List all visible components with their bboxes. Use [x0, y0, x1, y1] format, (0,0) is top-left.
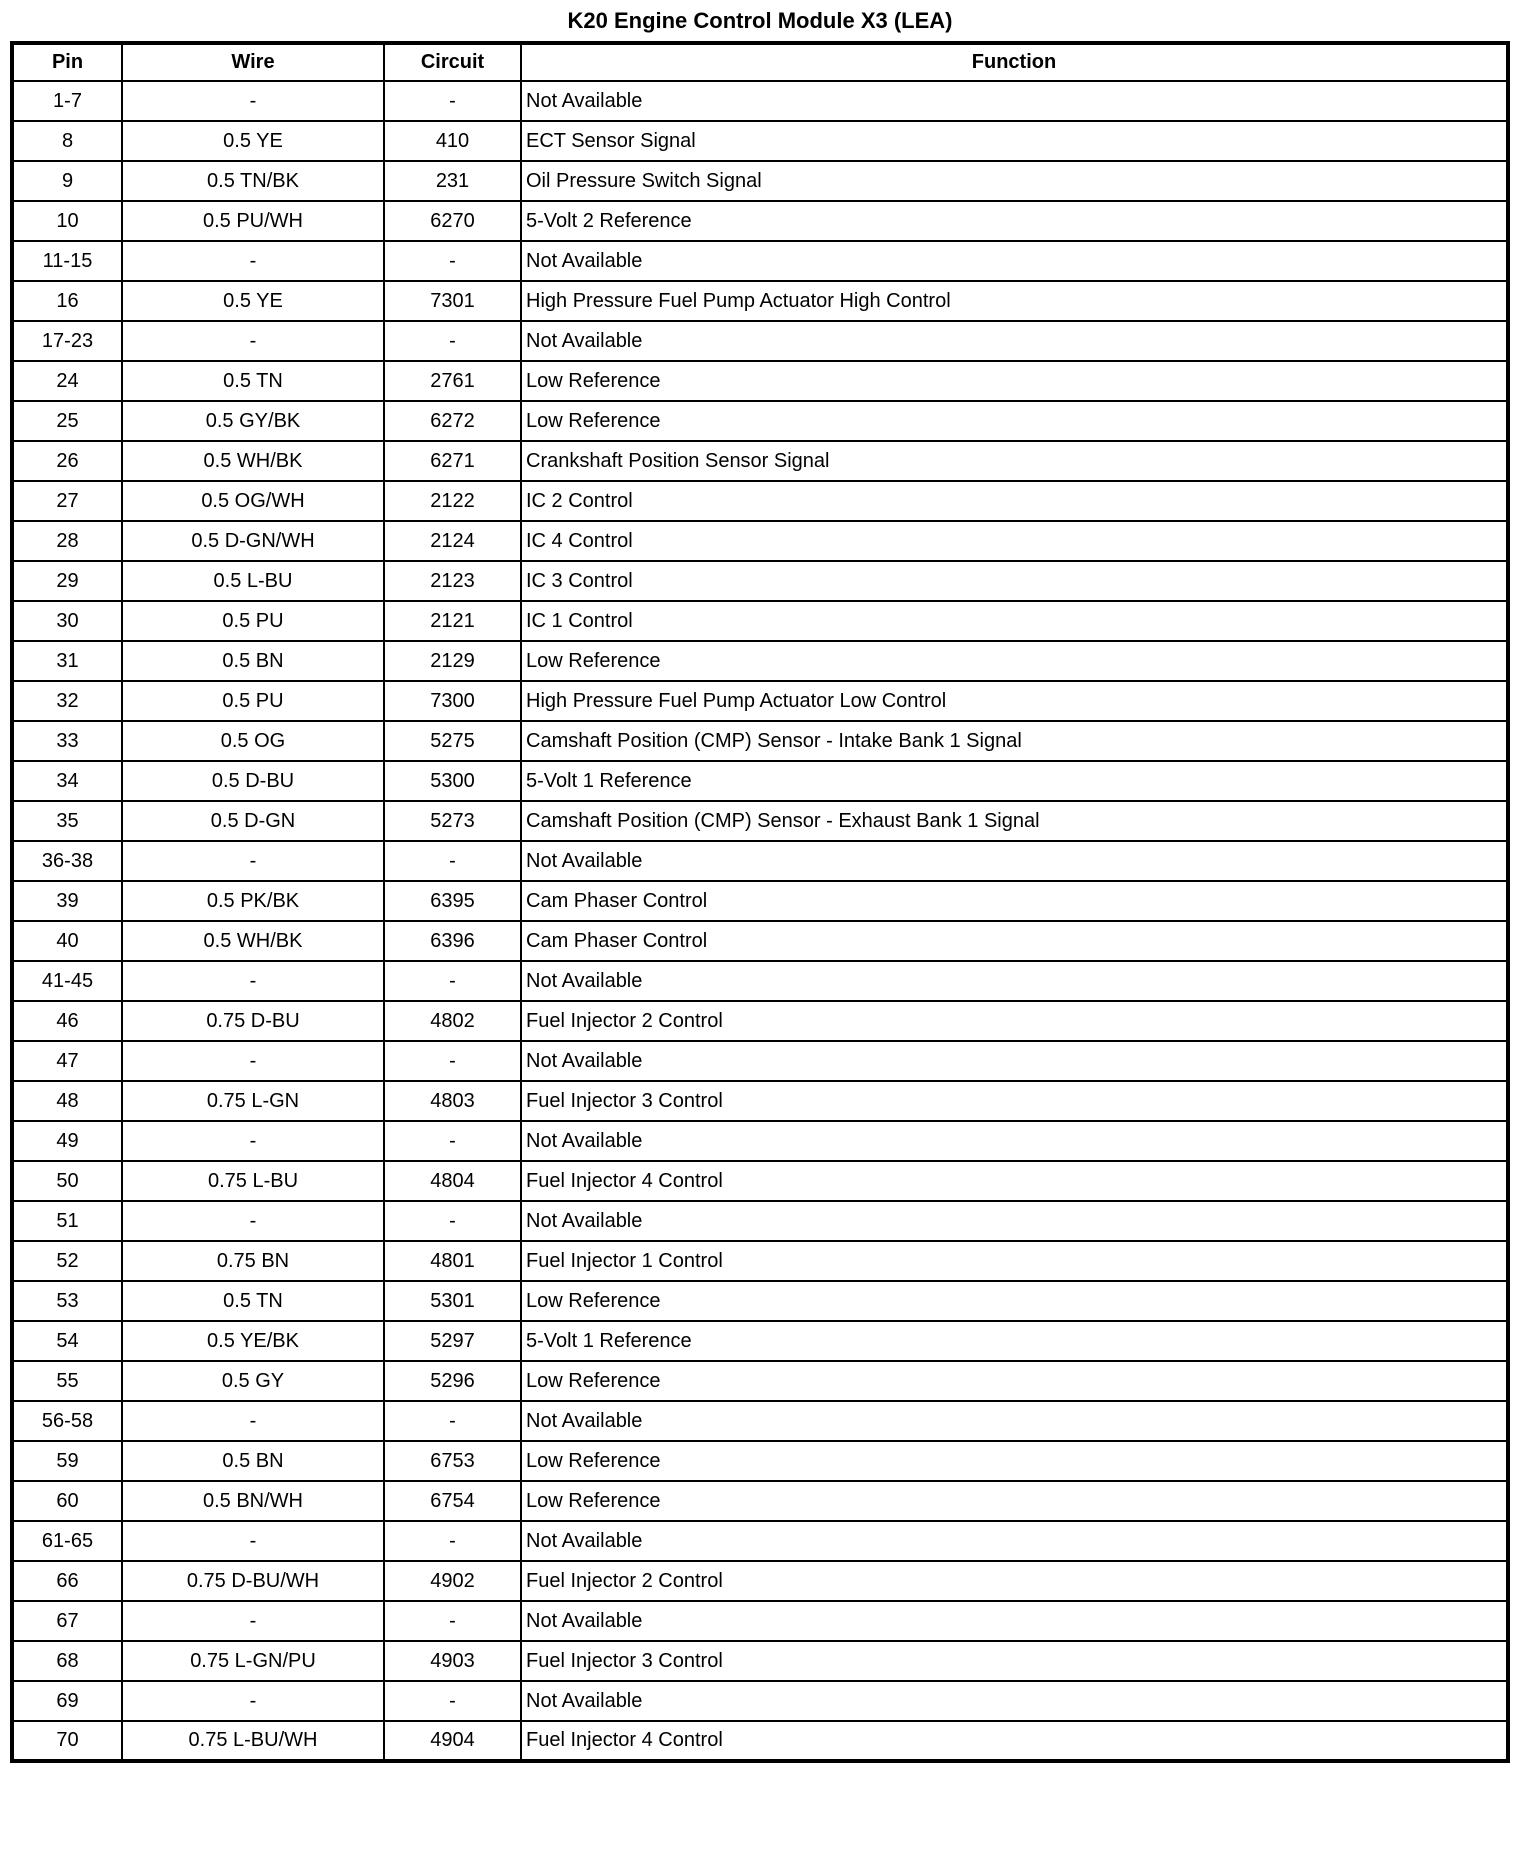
wire-cell: 0.5 PU/WH — [122, 201, 384, 241]
table-row — [12, 481, 1508, 521]
table-row — [12, 1161, 1508, 1201]
table-row — [12, 241, 1508, 281]
pin-cell: 70 — [12, 1721, 122, 1761]
function-cell: Camshaft Position (CMP) Sensor - Exhaust Bank 1 Signal — [521, 801, 1508, 841]
pin-cell: 16 — [12, 281, 122, 321]
circuit-cell: 5273 — [384, 801, 521, 841]
wire-cell: - — [122, 1401, 384, 1441]
table-row — [12, 1201, 1508, 1241]
pin-cell: 54 — [12, 1321, 122, 1361]
circuit-cell: 5300 — [384, 761, 521, 801]
pin-cell: 30 — [12, 601, 122, 641]
function-cell: Not Available — [521, 321, 1508, 361]
function-cell: Fuel Injector 3 Control — [521, 1081, 1508, 1121]
pin-cell: 53 — [12, 1281, 122, 1321]
wire-cell: - — [122, 1121, 384, 1161]
pin-cell: 52 — [12, 1241, 122, 1281]
wire-cell: 0.75 L-BU — [122, 1161, 384, 1201]
circuit-cell: 4802 — [384, 1001, 521, 1041]
function-cell: 5-Volt 2 Reference — [521, 201, 1508, 241]
wire-cell: 0.75 BN — [122, 1241, 384, 1281]
table-row — [12, 1521, 1508, 1561]
wire-cell: - — [122, 961, 384, 1001]
circuit-cell: - — [384, 241, 521, 281]
table-row — [12, 161, 1508, 201]
function-cell: Crankshaft Position Sensor Signal — [521, 441, 1508, 481]
header-wire: Wire — [122, 43, 384, 81]
wire-cell: 0.5 PU — [122, 601, 384, 641]
circuit-cell: 6754 — [384, 1481, 521, 1521]
wire-cell: 0.5 YE — [122, 281, 384, 321]
circuit-cell: - — [384, 1121, 521, 1161]
function-cell: High Pressure Fuel Pump Actuator High Control — [521, 281, 1508, 321]
pin-cell: 50 — [12, 1161, 122, 1201]
wire-cell: 0.5 OG/WH — [122, 481, 384, 521]
function-cell: Not Available — [521, 241, 1508, 281]
table-row — [12, 1121, 1508, 1161]
wire-cell: 0.5 WH/BK — [122, 441, 384, 481]
pin-cell: 41-45 — [12, 961, 122, 1001]
wire-cell: - — [122, 841, 384, 881]
pin-cell: 9 — [12, 161, 122, 201]
table-row — [12, 961, 1508, 1001]
circuit-cell: 4904 — [384, 1721, 521, 1761]
pin-cell: 28 — [12, 521, 122, 561]
pin-cell: 46 — [12, 1001, 122, 1041]
table-row — [12, 81, 1508, 121]
pin-cell: 47 — [12, 1041, 122, 1081]
pin-cell: 17-23 — [12, 321, 122, 361]
pin-cell: 49 — [12, 1121, 122, 1161]
function-cell: Not Available — [521, 1041, 1508, 1081]
table-row — [12, 281, 1508, 321]
function-cell: Fuel Injector 1 Control — [521, 1241, 1508, 1281]
circuit-cell: 5296 — [384, 1361, 521, 1401]
wire-cell: - — [122, 1601, 384, 1641]
table-row — [12, 1481, 1508, 1521]
function-cell: IC 4 Control — [521, 521, 1508, 561]
wire-cell: 0.5 YE — [122, 121, 384, 161]
circuit-cell: 4903 — [384, 1641, 521, 1681]
circuit-cell: - — [384, 1681, 521, 1721]
function-cell: Oil Pressure Switch Signal — [521, 161, 1508, 201]
function-cell: Not Available — [521, 81, 1508, 121]
table-row — [12, 601, 1508, 641]
circuit-cell: 4804 — [384, 1161, 521, 1201]
function-cell: 5-Volt 1 Reference — [521, 1321, 1508, 1361]
table-row — [12, 721, 1508, 761]
wire-cell: 0.5 OG — [122, 721, 384, 761]
table-row — [12, 921, 1508, 961]
pin-cell: 24 — [12, 361, 122, 401]
function-cell: Not Available — [521, 1521, 1508, 1561]
pin-cell: 66 — [12, 1561, 122, 1601]
circuit-cell: 7300 — [384, 681, 521, 721]
table-row — [12, 641, 1508, 681]
table-row — [12, 521, 1508, 561]
function-cell: IC 1 Control — [521, 601, 1508, 641]
pin-cell: 69 — [12, 1681, 122, 1721]
circuit-cell: 6270 — [384, 201, 521, 241]
wire-cell: 0.5 D-GN — [122, 801, 384, 841]
pin-cell: 34 — [12, 761, 122, 801]
table-row — [12, 1281, 1508, 1321]
wire-cell: 0.5 YE/BK — [122, 1321, 384, 1361]
pin-cell: 68 — [12, 1641, 122, 1681]
function-cell: Not Available — [521, 1681, 1508, 1721]
pin-cell: 48 — [12, 1081, 122, 1121]
function-cell: Low Reference — [521, 1361, 1508, 1401]
wire-cell: - — [122, 81, 384, 121]
pin-cell: 31 — [12, 641, 122, 681]
circuit-cell: - — [384, 1041, 521, 1081]
circuit-cell: 2123 — [384, 561, 521, 601]
table-row — [12, 361, 1508, 401]
pin-cell: 10 — [12, 201, 122, 241]
circuit-cell: 6753 — [384, 1441, 521, 1481]
circuit-cell: - — [384, 321, 521, 361]
table-header — [12, 43, 1508, 81]
table-row — [12, 201, 1508, 241]
wire-cell: - — [122, 321, 384, 361]
circuit-cell: 2122 — [384, 481, 521, 521]
wire-cell: 0.75 D-BU — [122, 1001, 384, 1041]
pin-cell: 67 — [12, 1601, 122, 1641]
circuit-cell: 5301 — [384, 1281, 521, 1321]
pin-cell: 56-58 — [12, 1401, 122, 1441]
function-cell: IC 2 Control — [521, 481, 1508, 521]
circuit-cell: 6272 — [384, 401, 521, 441]
circuit-cell: 6395 — [384, 881, 521, 921]
pin-cell: 39 — [12, 881, 122, 921]
pin-cell: 40 — [12, 921, 122, 961]
table-row — [12, 1601, 1508, 1641]
circuit-cell: 4801 — [384, 1241, 521, 1281]
wire-cell: 0.75 L-BU/WH — [122, 1721, 384, 1761]
table-row — [12, 1041, 1508, 1081]
pin-cell: 26 — [12, 441, 122, 481]
pin-cell: 8 — [12, 121, 122, 161]
table-row — [12, 1241, 1508, 1281]
wire-cell: 0.5 D-BU — [122, 761, 384, 801]
pin-cell: 11-15 — [12, 241, 122, 281]
header-pin: Pin — [12, 43, 122, 81]
table-row — [12, 1681, 1508, 1721]
table-body — [12, 81, 1508, 1761]
function-cell: Fuel Injector 2 Control — [521, 1001, 1508, 1041]
wire-cell: 0.5 GY — [122, 1361, 384, 1401]
function-cell: Cam Phaser Control — [521, 921, 1508, 961]
circuit-cell: 6271 — [384, 441, 521, 481]
function-cell: Not Available — [521, 841, 1508, 881]
wire-cell: - — [122, 1041, 384, 1081]
table-row — [12, 761, 1508, 801]
table-row — [12, 881, 1508, 921]
header-circuit: Circuit — [384, 43, 521, 81]
circuit-cell: - — [384, 1521, 521, 1561]
wire-cell: 0.75 L-GN/PU — [122, 1641, 384, 1681]
table-row — [12, 321, 1508, 361]
circuit-cell: 2129 — [384, 641, 521, 681]
wire-cell: 0.5 D-GN/WH — [122, 521, 384, 561]
table-row — [12, 1361, 1508, 1401]
pin-cell: 33 — [12, 721, 122, 761]
function-cell: 5-Volt 1 Reference — [521, 761, 1508, 801]
function-cell: Fuel Injector 3 Control — [521, 1641, 1508, 1681]
circuit-cell: - — [384, 1401, 521, 1441]
wire-cell: - — [122, 241, 384, 281]
circuit-cell: - — [384, 1201, 521, 1241]
circuit-cell: - — [384, 841, 521, 881]
wire-cell: 0.75 L-GN — [122, 1081, 384, 1121]
table-row — [12, 441, 1508, 481]
function-cell: Low Reference — [521, 641, 1508, 681]
table-row — [12, 1641, 1508, 1681]
pin-cell: 55 — [12, 1361, 122, 1401]
function-cell: Fuel Injector 4 Control — [521, 1161, 1508, 1201]
circuit-cell: 410 — [384, 121, 521, 161]
pin-cell: 27 — [12, 481, 122, 521]
wire-cell: 0.5 BN/WH — [122, 1481, 384, 1521]
pin-cell: 51 — [12, 1201, 122, 1241]
circuit-cell: - — [384, 961, 521, 1001]
circuit-cell: 4803 — [384, 1081, 521, 1121]
wire-cell: 0.5 GY/BK — [122, 401, 384, 441]
table-row — [12, 1721, 1508, 1761]
function-cell: Camshaft Position (CMP) Sensor - Intake Bank 1 Signal — [521, 721, 1508, 761]
table-row — [12, 1001, 1508, 1041]
function-cell: IC 3 Control — [521, 561, 1508, 601]
pin-cell: 61-65 — [12, 1521, 122, 1561]
wire-cell: 0.5 TN — [122, 361, 384, 401]
function-cell: Fuel Injector 4 Control — [521, 1721, 1508, 1761]
header-row — [12, 43, 1508, 81]
pin-cell: 60 — [12, 1481, 122, 1521]
circuit-cell: 5297 — [384, 1321, 521, 1361]
function-cell: Fuel Injector 2 Control — [521, 1561, 1508, 1601]
function-cell: Low Reference — [521, 1481, 1508, 1521]
function-cell: ECT Sensor Signal — [521, 121, 1508, 161]
circuit-cell: 4902 — [384, 1561, 521, 1601]
function-cell: Not Available — [521, 961, 1508, 1001]
function-cell: Low Reference — [521, 401, 1508, 441]
table-row — [12, 801, 1508, 841]
pin-cell: 59 — [12, 1441, 122, 1481]
circuit-cell: 2761 — [384, 361, 521, 401]
circuit-cell: 231 — [384, 161, 521, 201]
function-cell: Low Reference — [521, 361, 1508, 401]
wire-cell: 0.5 TN — [122, 1281, 384, 1321]
wire-cell: 0.5 BN — [122, 641, 384, 681]
pinout-table — [10, 41, 1510, 1763]
wire-cell: 0.5 PU — [122, 681, 384, 721]
table-row — [12, 1561, 1508, 1601]
table-row — [12, 841, 1508, 881]
circuit-cell: 7301 — [384, 281, 521, 321]
function-cell: Cam Phaser Control — [521, 881, 1508, 921]
table-row — [12, 1321, 1508, 1361]
function-cell: Not Available — [521, 1201, 1508, 1241]
pin-cell: 32 — [12, 681, 122, 721]
header-function: Function — [521, 43, 1508, 81]
wire-cell: - — [122, 1201, 384, 1241]
circuit-cell: 2121 — [384, 601, 521, 641]
pin-cell: 35 — [12, 801, 122, 841]
pin-cell: 29 — [12, 561, 122, 601]
circuit-cell: 6396 — [384, 921, 521, 961]
function-cell: Not Available — [521, 1121, 1508, 1161]
table-row — [12, 121, 1508, 161]
table-row — [12, 681, 1508, 721]
wire-cell: 0.5 WH/BK — [122, 921, 384, 961]
function-cell: High Pressure Fuel Pump Actuator Low Control — [521, 681, 1508, 721]
function-cell: Low Reference — [521, 1441, 1508, 1481]
table-row — [12, 1401, 1508, 1441]
wire-cell: 0.5 PK/BK — [122, 881, 384, 921]
page-title: K20 Engine Control Module X3 (LEA) — [567, 8, 953, 33]
wire-cell: 0.75 D-BU/WH — [122, 1561, 384, 1601]
circuit-cell: - — [384, 1601, 521, 1641]
wire-cell: 0.5 L-BU — [122, 561, 384, 601]
circuit-cell: 5275 — [384, 721, 521, 761]
circuit-cell: - — [384, 81, 521, 121]
pin-cell: 36-38 — [12, 841, 122, 881]
circuit-cell: 2124 — [384, 521, 521, 561]
function-cell: Not Available — [521, 1601, 1508, 1641]
wire-cell: 0.5 TN/BK — [122, 161, 384, 201]
wire-cell: - — [122, 1681, 384, 1721]
function-cell: Low Reference — [521, 1281, 1508, 1321]
table-row — [12, 401, 1508, 441]
wire-cell: - — [122, 1521, 384, 1561]
pin-cell: 25 — [12, 401, 122, 441]
wire-cell: 0.5 BN — [122, 1441, 384, 1481]
table-row — [12, 1081, 1508, 1121]
table-row — [12, 561, 1508, 601]
pin-cell: 1-7 — [12, 81, 122, 121]
table-row — [12, 1441, 1508, 1481]
function-cell: Not Available — [521, 1401, 1508, 1441]
